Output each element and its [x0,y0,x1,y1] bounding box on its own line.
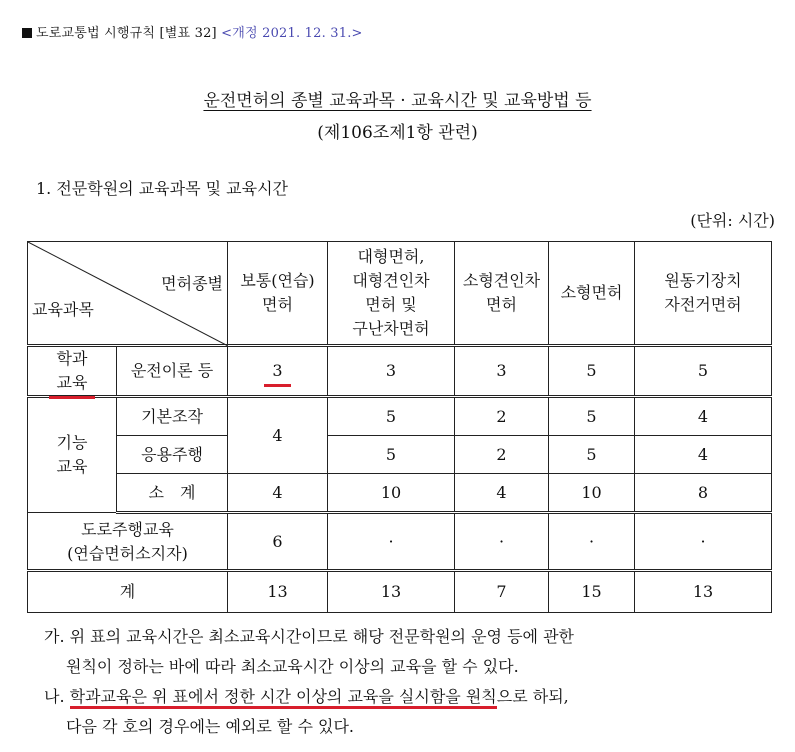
cell-value: 3 [455,346,549,397]
unit-label: (단위: 시간) [690,211,775,230]
row-label-driving: 도로주행교육 (연습면허소지자) [28,513,228,571]
notes-section [44,622,784,742]
group-hakgwa: 학과 교육 [28,346,117,397]
row-label-theory: 운전이론 등 [117,346,228,397]
subject-label: 교육과목 [32,300,94,319]
cell-value: 13 [328,571,455,613]
cell-value: 4 [455,474,549,513]
cell-value: 5 [549,436,635,474]
document-header [22,22,363,41]
cell-value: 10 [549,474,635,513]
table-row [28,397,772,436]
cell-value: · [455,513,549,571]
cell-value: 7 [455,571,549,613]
note-text: 원칙이 정하는 바에 따라 최소교육시간 이상의 교육을 할 수 있다. [66,657,519,676]
cell-value: 3 [228,346,328,397]
section-heading: 1. 전문학원의 교육과목 및 교육시간 [36,179,288,198]
title-text: 운전면허의 종별 교육과목 · 교육시간 및 교육방법 등 [203,91,592,111]
group-gineung: 기능 교육 [28,397,117,513]
highlighted-text: 학과교육은 위 표에서 정한 시간 이상의 교육을 실시함을 원칙 [70,687,497,709]
header-text: 도로교통법 시행규칙 [별표 32] [36,26,217,41]
cell-value: 13 [228,571,328,613]
cell-value: 5 [635,346,772,397]
cell-value: 5 [549,397,635,436]
cell-value: 2 [455,436,549,474]
license-type-label: 면허종별 [161,274,223,293]
cell-value: 4 [635,436,772,474]
cell-value: · [328,513,455,571]
cell-value: 4 [228,474,328,513]
black-square-icon [22,28,32,38]
row-label-total: 계 [28,571,228,613]
note-text: 위 표의 교육시간은 최소교육시간이므로 해당 전문학원의 운영 등에 관한 [69,627,575,646]
cell-value: 6 [228,513,328,571]
col-header-small: 소형면허 [549,242,635,346]
cell-value: · [549,513,635,571]
page-title [0,86,795,111]
cell-value: · [635,513,772,571]
col-header-small-tow: 소형견인차 면허 [455,242,549,346]
note-marker: 가. [44,627,65,646]
table-row [28,474,772,513]
cell-value: 8 [635,474,772,513]
note-ga [44,622,784,682]
table-row [28,436,772,474]
cell-value: 3 [328,346,455,397]
col-header-moped: 원동기장치 자전거면허 [635,242,772,346]
row-label-road: 응용주행 [117,436,228,474]
col-header-large: 대형면허, 대형견인차 면허 및 구난차면허 [328,242,455,346]
note-marker: 나. [44,687,65,706]
table-row [28,571,772,613]
note-text: 다음 각 호의 경우에는 예외로 할 수 있다. [66,717,354,736]
note-text: 으로 하되, [496,687,569,706]
cell-value: 4 [635,397,772,436]
cell-value: 5 [328,436,455,474]
cell-value: 4 [228,397,328,474]
cell-value: 5 [549,346,635,397]
note-na [44,682,784,742]
cell-value: 10 [328,474,455,513]
cell-value: 5 [328,397,455,436]
cell-value: 15 [549,571,635,613]
diagonal-header-cell [28,242,228,346]
row-label-subtotal: 소 계 [117,474,228,513]
page-subtitle: (제106조제1항 관련) [317,123,478,143]
table-row [28,513,772,571]
row-label-basic: 기본조작 [117,397,228,436]
cell-value: 2 [455,397,549,436]
col-header-regular: 보통(연습) 면허 [228,242,328,346]
education-hours-table [27,241,772,613]
revision-date: <개정 2021. 12. 31.> [221,26,363,41]
table-row [28,346,772,397]
cell-value: 13 [635,571,772,613]
